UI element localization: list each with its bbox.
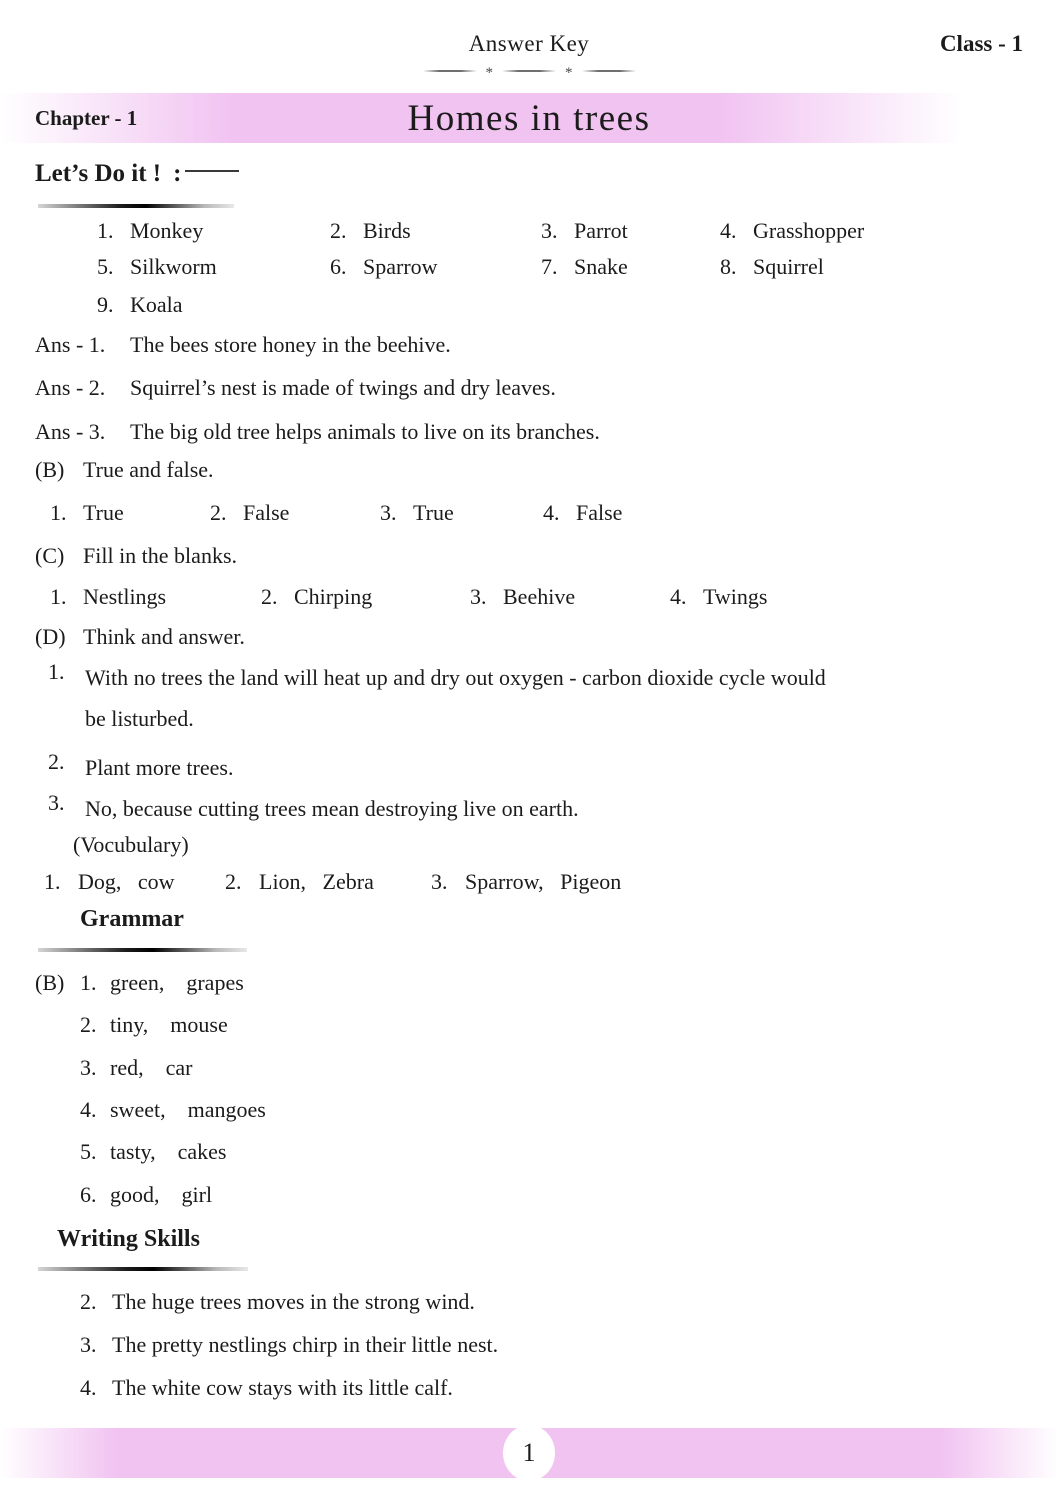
vocabulary-label: (Vocubulary) (73, 832, 189, 857)
footer-bar (0, 1428, 1058, 1478)
answer-prefix: Ans - 2. (35, 375, 106, 400)
list-item: 2. Birds (330, 218, 411, 243)
divider-line (423, 70, 477, 72)
list-item: 1. True (50, 500, 124, 525)
section-d-heading: (D) Think and answer. (35, 624, 245, 649)
lets-do-it-heading (35, 160, 239, 188)
grammar-paren: (B) (35, 970, 65, 995)
chapter-label: Chapter - 1 (35, 106, 138, 130)
list-item: 1. Dog, cow (44, 869, 175, 894)
list-item: 3. Parrot (541, 218, 628, 243)
writing-skills-item: 3. The pretty nestlings chirp in their little nest. (80, 1332, 499, 1357)
matching-row (97, 216, 864, 246)
answer-text: The bees store honey in the beehive. (130, 332, 451, 357)
answer-prefix: Ans - 3. (35, 419, 106, 444)
heading-underline (38, 1267, 248, 1271)
heading-underline (38, 204, 234, 208)
writing-skills-item: 2. The huge trees moves in the strong wind. (80, 1289, 475, 1314)
answer-text: The big old tree helps animals to live on its branches. (130, 419, 600, 444)
answer-line (35, 373, 556, 403)
divider-line (582, 70, 636, 72)
answer-line (35, 330, 451, 360)
lets-do-it-text: Let’s Do it ! (35, 160, 162, 187)
heading-underline (38, 948, 247, 952)
list-item: 2. Lion, Zebra (225, 869, 374, 894)
true-false-answers (50, 498, 622, 528)
page-number: 1 (522, 1438, 536, 1467)
grammar-item: 2. tiny, mouse (80, 1012, 228, 1037)
list-item: 1. Monkey (97, 218, 204, 243)
list-item: 3. True (380, 500, 454, 525)
answer-text: Squirrel’s nest is made of twings and dry leaves. (130, 375, 556, 400)
think-answer-item: 1. With no trees the land will heat up and dry out oxygen - carbon dioxide cycle would be listurbed. (48, 659, 826, 731)
chapter-banner (0, 93, 1058, 143)
vocabulary-answers (44, 867, 621, 897)
list-item: 5. Silkworm (97, 254, 217, 279)
grammar-item: 6. good, girl (80, 1182, 213, 1207)
grammar-item: 5. tasty, cakes (80, 1139, 227, 1164)
writing-skills-item: 4. The white cow stays with its little calf. (80, 1375, 453, 1400)
grammar-item: 1. green, grapes (80, 970, 244, 995)
list-item: 4. Twings (670, 584, 768, 609)
divider-star-icon: * (485, 65, 493, 81)
list-item: 2. False (210, 500, 290, 525)
answer-line (35, 417, 600, 447)
think-answer-item: 3. No, because cutting trees mean destroying live on earth. (48, 790, 579, 821)
list-item: 2. Chirping (261, 584, 373, 609)
divider-line (502, 70, 556, 72)
list-item: 3. Sparrow, Pigeon (431, 869, 622, 894)
list-item: 4. False (543, 500, 623, 525)
fill-blanks-answers (50, 582, 767, 612)
list-item: 7. Snake (541, 254, 628, 279)
grammar-item: 4. sweet, mangoes (80, 1097, 266, 1122)
page-number-badge (503, 1425, 555, 1481)
writing-skills-heading: Writing Skills (57, 1226, 200, 1252)
list-item: 6. Sparrow (330, 254, 438, 279)
list-item: 1. Nestlings (50, 584, 167, 609)
chapter-title: Homes in trees (407, 98, 651, 139)
matching-row (97, 252, 824, 282)
section-b-heading: (B) True and false. (35, 457, 214, 482)
grammar-item: 3. red, car (80, 1055, 193, 1080)
answer-prefix: Ans - 1. (35, 332, 106, 357)
list-item: 8. Squirrel (720, 254, 824, 279)
heading-colon: : (173, 160, 182, 187)
think-answer-item: 2. Plant more trees. (48, 749, 234, 780)
divider-star-icon: * (565, 65, 573, 81)
matching-row (97, 290, 720, 320)
grammar-heading: Grammar (80, 906, 184, 932)
list-item: 4. Grasshopper (720, 218, 865, 243)
class-label: Class - 1 (939, 31, 1023, 56)
section-c-heading: (C) Fill in the blanks. (35, 543, 237, 568)
decorative-divider (0, 65, 1058, 81)
list-item: 3. Beehive (470, 584, 576, 609)
heading-dash-line (185, 170, 239, 172)
list-item: 9. Koala (97, 292, 183, 317)
page-header-title: Answer Key (468, 31, 590, 56)
